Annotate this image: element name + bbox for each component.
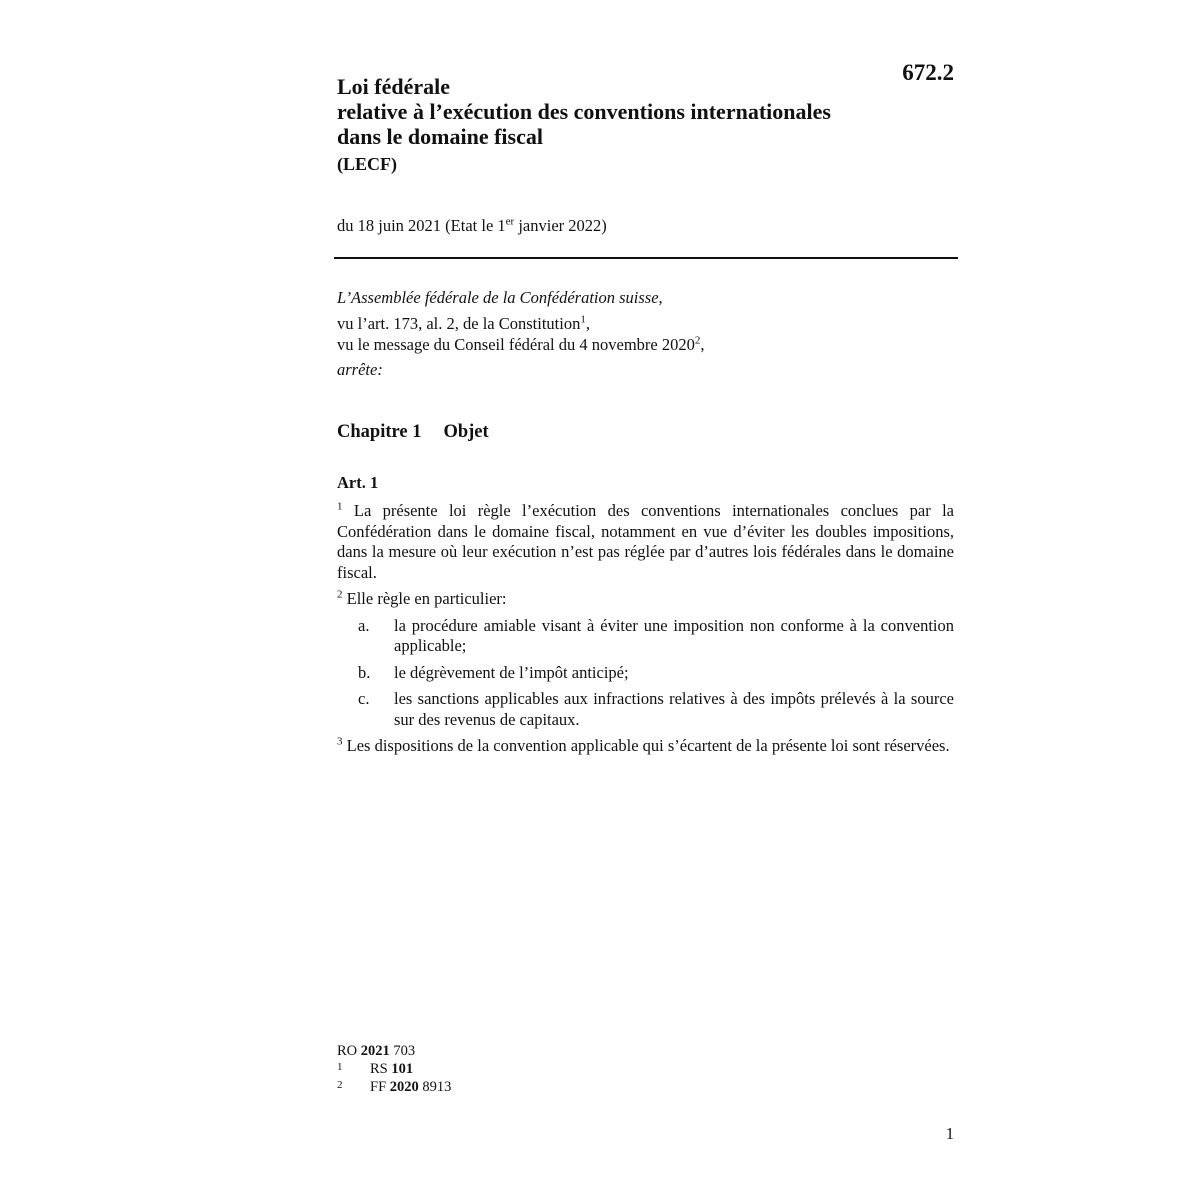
paragraph-3-number: 3 <box>337 735 343 748</box>
list-text-c: les sanctions applicables aux infractions relatives à des impôts prélevés à la source sur des revenus de capitaux. <box>394 689 954 729</box>
law-abbreviation: (LECF) <box>337 154 397 174</box>
law-title <box>337 74 917 149</box>
footnote-1-prefix: RS <box>370 1061 392 1077</box>
header-rule <box>334 257 958 259</box>
footnote-ref-2[interactable]: 2 <box>694 334 701 347</box>
chapter-heading <box>337 422 489 443</box>
paragraph-1-text: La présente loi règle l’exécution des conventions internationales conclues par la Confédération dans le domaine fiscal, notamment en vue d’éviter les doubles impositions, dans la mesure où leur exécution n’est pas réglée par d’autres lois fédérales dans le domaine fiscal. <box>337 501 954 582</box>
preamble-assembly: L’Assemblée fédérale de la Confédération suisse, <box>337 288 663 307</box>
footnote-1-bold: 101 <box>391 1061 414 1077</box>
list-item-a <box>337 616 954 657</box>
footnote-2-prefix: FF <box>370 1079 390 1095</box>
preamble-basis-constitution-text: vu l’art. 173, al. 2, de la Constitution <box>337 314 581 333</box>
date-superscript: er <box>505 215 515 228</box>
paragraph-2-text: Elle règle en particulier: <box>346 589 507 608</box>
preamble-decree: arrête: <box>337 360 383 379</box>
footnote-2 <box>337 1078 451 1096</box>
paragraph-2 <box>337 589 954 610</box>
page-footer <box>337 1042 451 1096</box>
law-date <box>337 216 607 236</box>
page-number: 1 <box>945 1124 954 1143</box>
paragraph-2-number: 2 <box>337 588 343 601</box>
date-prefix: du 18 juin 2021 (Etat le 1 <box>337 216 506 235</box>
paragraph-1 <box>337 501 954 583</box>
footnote-1 <box>337 1060 451 1078</box>
title-line-1: Loi fédérale <box>337 74 451 99</box>
paragraph-1-number: 1 <box>337 500 343 513</box>
article-body <box>337 501 954 763</box>
list-text-b: le dégrèvement de l’impôt anticipé; <box>394 662 629 682</box>
footnote-2-suffix: 8913 <box>418 1079 452 1095</box>
chapter-number: Chapitre 1 <box>337 422 422 442</box>
ro-prefix: RO <box>337 1043 361 1059</box>
list-marker-c: c. <box>358 689 370 708</box>
list-marker-b: b. <box>358 662 371 682</box>
article-heading: Art. 1 <box>337 473 379 492</box>
list-item-c <box>337 689 954 730</box>
preamble <box>337 287 957 380</box>
paragraph-3 <box>337 736 954 757</box>
ro-reference <box>337 1042 451 1060</box>
date-suffix: janvier 2022) <box>514 216 607 235</box>
preamble-basis-message-text: vu le message du Conseil fédéral du 4 novembre 2020 <box>337 335 695 354</box>
preamble-basis-constitution: vu l’art. 173, al. 2, de la Constitution$^1$, <box>337 313 590 333</box>
footnote-1-number: 1 <box>337 1061 343 1073</box>
systematic-number: 672.2 <box>902 60 954 85</box>
ro-year: 2021 <box>360 1043 390 1059</box>
title-line-2: relative à l’exécution des conventions internationales <box>337 99 831 124</box>
list-text-a: la procédure amiable visant à éviter une imposition non conforme à la convention applicable; <box>394 615 954 655</box>
chapter-title: Objet <box>443 422 489 442</box>
list-marker-a: a. <box>358 615 370 635</box>
footnote-2-number: 2 <box>337 1079 343 1091</box>
paragraph-2-list <box>337 616 954 731</box>
preamble-basis-message: vu le message du Conseil fédéral du 4 novembre 2020$^2$, <box>337 334 705 354</box>
list-item-b <box>337 663 954 684</box>
paragraph-3-text: Les dispositions de la convention applicable qui s’écartent de la présente loi sont réservées. <box>346 736 950 755</box>
title-line-3: dans le domaine fiscal <box>337 124 543 149</box>
ro-page: 703 <box>389 1043 416 1059</box>
footnote-2-bold: 2020 <box>389 1079 419 1095</box>
footnote-ref-1[interactable]: 1 <box>580 313 586 326</box>
